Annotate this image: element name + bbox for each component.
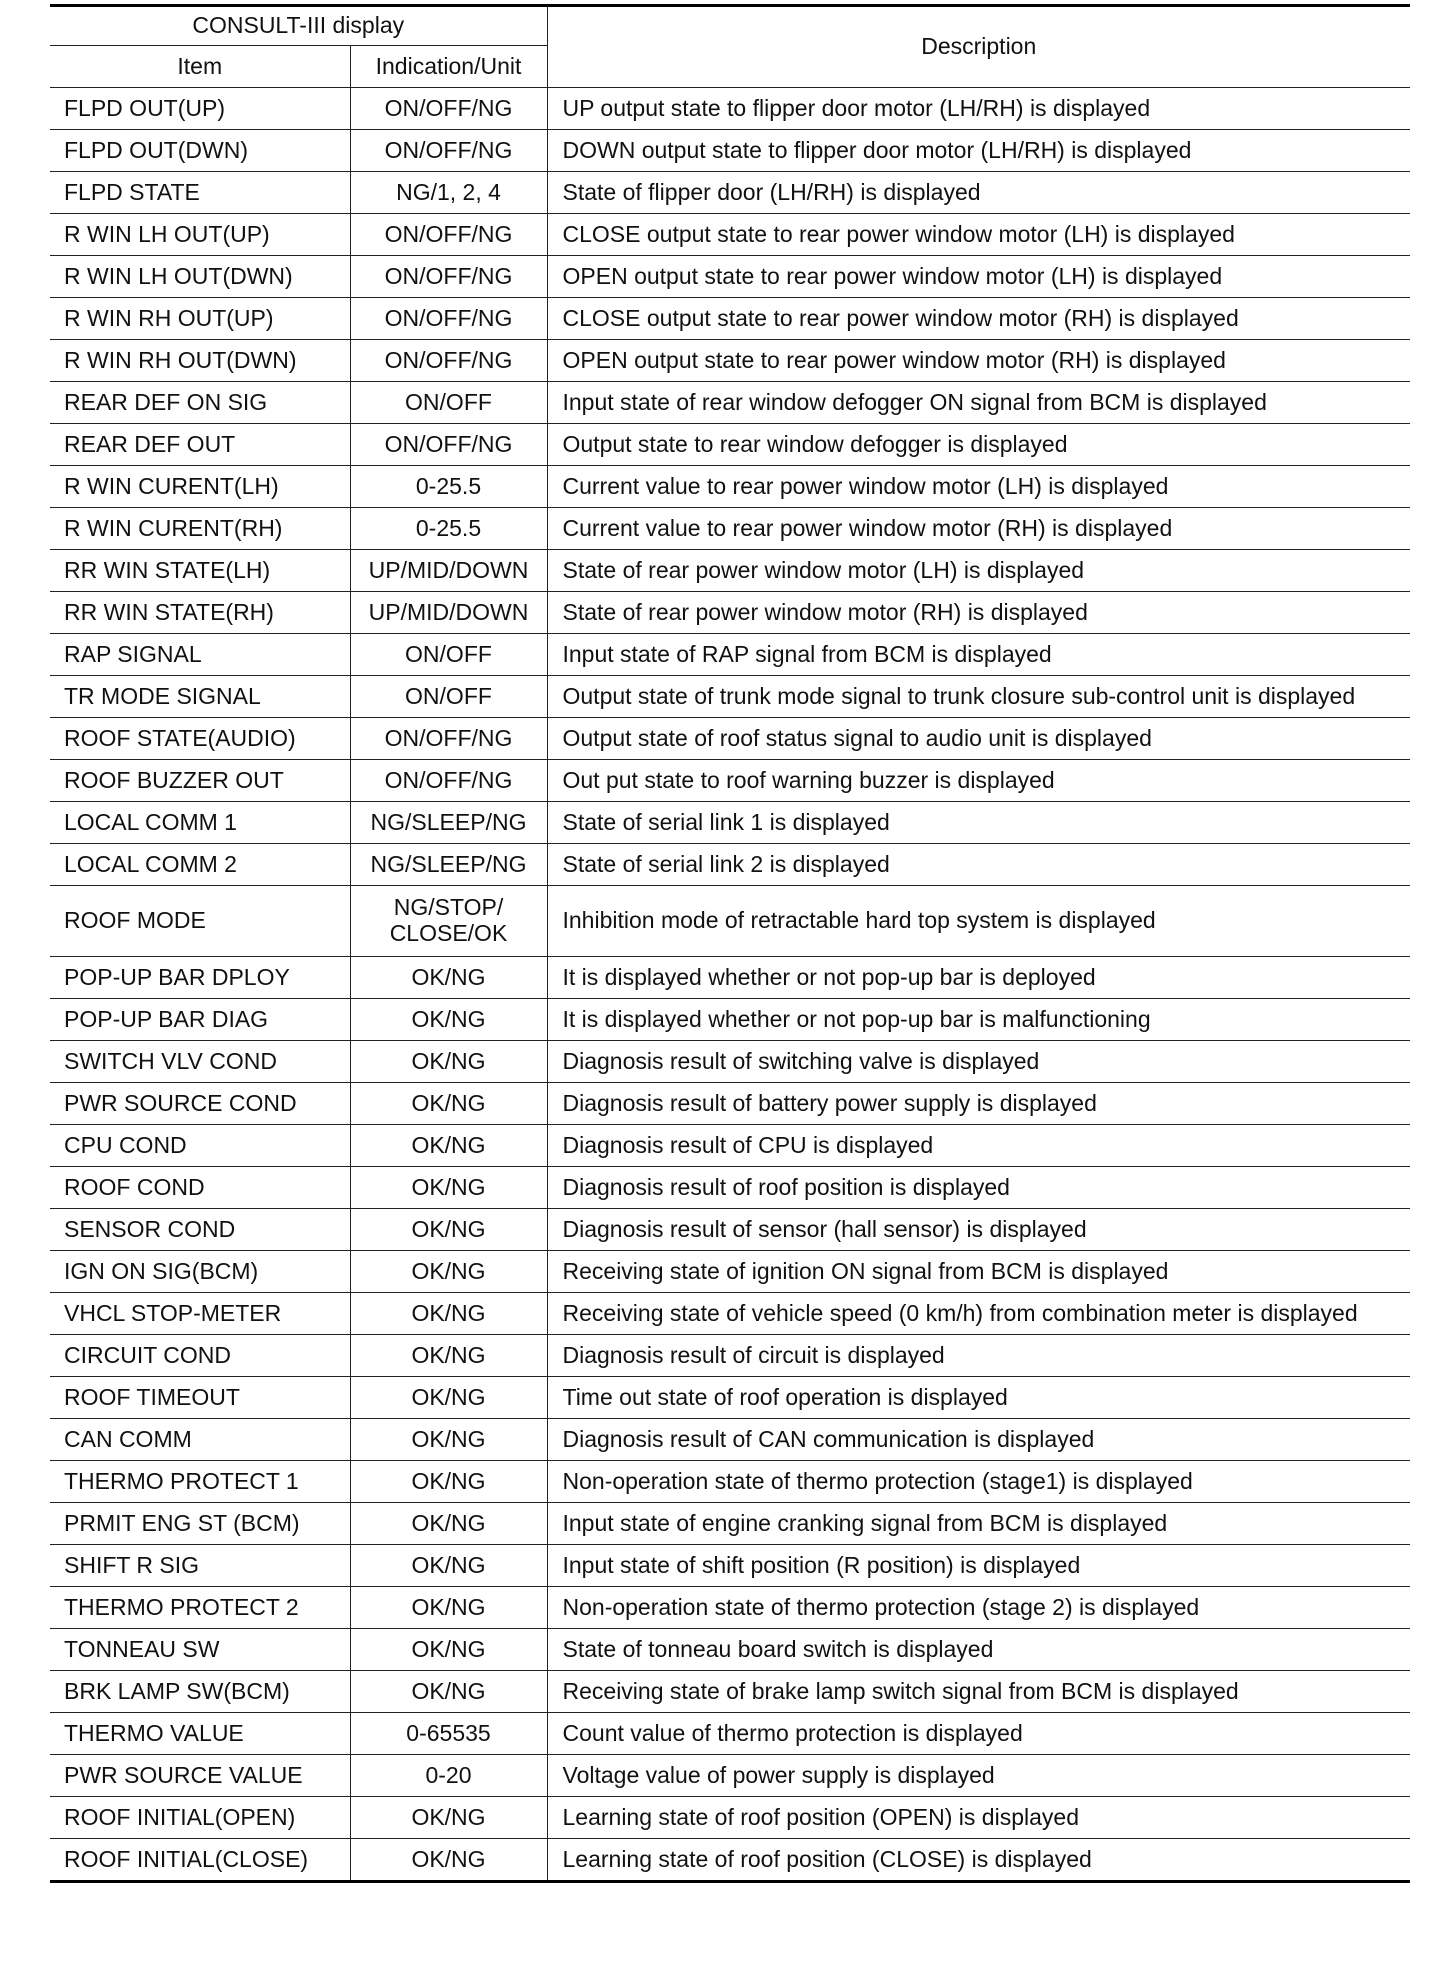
table-row bbox=[50, 1251, 1410, 1293]
item-cell: POP-UP BAR DPLOY bbox=[50, 957, 350, 999]
table-row bbox=[50, 424, 1410, 466]
indication-unit-cell: 0-20 bbox=[350, 1755, 547, 1797]
description-cell: State of rear power window motor (RH) is displayed bbox=[547, 592, 1410, 634]
indication-unit-cell: OK/NG bbox=[350, 1839, 547, 1882]
item-cell: PRMIT ENG ST (BCM) bbox=[50, 1503, 350, 1545]
description-cell: It is displayed whether or not pop-up bar is malfunctioning bbox=[547, 999, 1410, 1041]
table-row bbox=[50, 760, 1410, 802]
description-cell: Inhibition mode of retractable hard top system is displayed bbox=[547, 886, 1410, 957]
item-cell: R WIN CURENT(RH) bbox=[50, 508, 350, 550]
item-cell: POP-UP BAR DIAG bbox=[50, 999, 350, 1041]
indication-unit-cell: ON/OFF bbox=[350, 382, 547, 424]
indication-unit-cell: OK/NG bbox=[350, 1251, 547, 1293]
item-cell: R WIN LH OUT(UP) bbox=[50, 214, 350, 256]
table-row bbox=[50, 1209, 1410, 1251]
indication-unit-cell: ON/OFF/NG bbox=[350, 760, 547, 802]
table-row bbox=[50, 1083, 1410, 1125]
table-row bbox=[50, 844, 1410, 886]
item-cell: FLPD OUT(UP) bbox=[50, 88, 350, 130]
table-row bbox=[50, 340, 1410, 382]
indication-unit-cell: OK/NG bbox=[350, 1293, 547, 1335]
item-cell: RR WIN STATE(RH) bbox=[50, 592, 350, 634]
table-row bbox=[50, 1755, 1410, 1797]
item-cell: ROOF TIMEOUT bbox=[50, 1377, 350, 1419]
table-row bbox=[50, 592, 1410, 634]
indication-unit-cell: OK/NG bbox=[350, 957, 547, 999]
item-cell: THERMO PROTECT 1 bbox=[50, 1461, 350, 1503]
table-row bbox=[50, 1839, 1410, 1882]
table-row bbox=[50, 1125, 1410, 1167]
header-item: Item bbox=[50, 46, 350, 88]
description-cell: Out put state to roof warning buzzer is displayed bbox=[547, 760, 1410, 802]
item-cell: TR MODE SIGNAL bbox=[50, 676, 350, 718]
item-cell: R WIN RH OUT(UP) bbox=[50, 298, 350, 340]
item-cell: ROOF INITIAL(CLOSE) bbox=[50, 1839, 350, 1882]
indication-unit-cell: OK/NG bbox=[350, 1335, 547, 1377]
table-row bbox=[50, 957, 1410, 999]
indication-unit-cell: OK/NG bbox=[350, 1419, 547, 1461]
table-row bbox=[50, 88, 1410, 130]
item-cell: ROOF INITIAL(OPEN) bbox=[50, 1797, 350, 1839]
item-cell: RR WIN STATE(LH) bbox=[50, 550, 350, 592]
table-row bbox=[50, 172, 1410, 214]
item-cell: IGN ON SIG(BCM) bbox=[50, 1251, 350, 1293]
table-row bbox=[50, 1335, 1410, 1377]
header-description: Description bbox=[547, 6, 1410, 88]
indication-unit-cell: OK/NG bbox=[350, 1503, 547, 1545]
item-cell: SHIFT R SIG bbox=[50, 1545, 350, 1587]
description-cell: Voltage value of power supply is displayed bbox=[547, 1755, 1410, 1797]
table-row bbox=[50, 718, 1410, 760]
table-row bbox=[50, 999, 1410, 1041]
item-cell: ROOF BUZZER OUT bbox=[50, 760, 350, 802]
indication-unit-cell: OK/NG bbox=[350, 1587, 547, 1629]
table-row bbox=[50, 1503, 1410, 1545]
item-cell: PWR SOURCE COND bbox=[50, 1083, 350, 1125]
indication-unit-cell: NG/1, 2, 4 bbox=[350, 172, 547, 214]
indication-unit-cell: ON/OFF bbox=[350, 676, 547, 718]
table-row bbox=[50, 1629, 1410, 1671]
table-row bbox=[50, 1167, 1410, 1209]
table-row bbox=[50, 466, 1410, 508]
description-cell: Diagnosis result of CAN communication is displayed bbox=[547, 1419, 1410, 1461]
table-row bbox=[50, 1377, 1410, 1419]
indication-unit-cell: UP/MID/DOWN bbox=[350, 592, 547, 634]
indication-unit-cell: OK/NG bbox=[350, 1629, 547, 1671]
description-cell: Learning state of roof position (OPEN) is displayed bbox=[547, 1797, 1410, 1839]
description-cell: Non-operation state of thermo protection (stage1) is displayed bbox=[547, 1461, 1410, 1503]
indication-unit-cell: 0-25.5 bbox=[350, 508, 547, 550]
table-row bbox=[50, 634, 1410, 676]
item-cell: ROOF MODE bbox=[50, 886, 350, 957]
indication-unit-cell: NG/SLEEP/NG bbox=[350, 802, 547, 844]
indication-unit-cell: 0-65535 bbox=[350, 1713, 547, 1755]
table-row bbox=[50, 1797, 1410, 1839]
description-cell: Non-operation state of thermo protection (stage 2) is displayed bbox=[547, 1587, 1410, 1629]
table-row bbox=[50, 802, 1410, 844]
item-cell: ROOF COND bbox=[50, 1167, 350, 1209]
item-cell: SENSOR COND bbox=[50, 1209, 350, 1251]
indication-unit-cell: ON/OFF/NG bbox=[350, 298, 547, 340]
item-cell: CAN COMM bbox=[50, 1419, 350, 1461]
description-cell: Input state of rear window defogger ON signal from BCM is displayed bbox=[547, 382, 1410, 424]
item-cell: BRK LAMP SW(BCM) bbox=[50, 1671, 350, 1713]
description-cell: Receiving state of ignition ON signal from BCM is displayed bbox=[547, 1251, 1410, 1293]
description-cell: Diagnosis result of circuit is displayed bbox=[547, 1335, 1410, 1377]
indication-unit-cell: ON/OFF/NG bbox=[350, 130, 547, 172]
description-cell: Input state of engine cranking signal from BCM is displayed bbox=[547, 1503, 1410, 1545]
description-cell: Receiving state of brake lamp switch signal from BCM is displayed bbox=[547, 1671, 1410, 1713]
description-cell: UP output state to flipper door motor (LH/RH) is displayed bbox=[547, 88, 1410, 130]
item-cell: FLPD OUT(DWN) bbox=[50, 130, 350, 172]
description-cell: Time out state of roof operation is displayed bbox=[547, 1377, 1410, 1419]
description-cell: Count value of thermo protection is displayed bbox=[547, 1713, 1410, 1755]
item-cell: PWR SOURCE VALUE bbox=[50, 1755, 350, 1797]
table-row bbox=[50, 130, 1410, 172]
item-cell: VHCL STOP-METER bbox=[50, 1293, 350, 1335]
indication-unit-cell: OK/NG bbox=[350, 1671, 547, 1713]
indication-unit-cell: OK/NG bbox=[350, 1797, 547, 1839]
table-body bbox=[50, 88, 1410, 1882]
item-cell: RAP SIGNAL bbox=[50, 634, 350, 676]
indication-unit-cell: ON/OFF/NG bbox=[350, 214, 547, 256]
item-cell: TONNEAU SW bbox=[50, 1629, 350, 1671]
description-cell: State of rear power window motor (LH) is displayed bbox=[547, 550, 1410, 592]
indication-unit-cell: OK/NG bbox=[350, 999, 547, 1041]
table-row bbox=[50, 382, 1410, 424]
description-cell: State of serial link 1 is displayed bbox=[547, 802, 1410, 844]
table-row bbox=[50, 1293, 1410, 1335]
indication-unit-cell: ON/OFF/NG bbox=[350, 256, 547, 298]
description-cell: OPEN output state to rear power window motor (RH) is displayed bbox=[547, 340, 1410, 382]
indication-unit-cell: OK/NG bbox=[350, 1545, 547, 1587]
item-cell: R WIN LH OUT(DWN) bbox=[50, 256, 350, 298]
indication-unit-cell: OK/NG bbox=[350, 1125, 547, 1167]
table-row bbox=[50, 256, 1410, 298]
indication-unit-cell: OK/NG bbox=[350, 1461, 547, 1503]
indication-unit-cell: ON/OFF bbox=[350, 634, 547, 676]
description-cell: Current value to rear power window motor (LH) is displayed bbox=[547, 466, 1410, 508]
item-cell: R WIN CURENT(LH) bbox=[50, 466, 350, 508]
item-cell: THERMO PROTECT 2 bbox=[50, 1587, 350, 1629]
indication-unit-cell: NG/STOP/ CLOSE/OK bbox=[350, 886, 547, 957]
item-cell: ROOF STATE(AUDIO) bbox=[50, 718, 350, 760]
indication-unit-cell: OK/NG bbox=[350, 1209, 547, 1251]
description-cell: Receiving state of vehicle speed (0 km/h) from combination meter is displayed bbox=[547, 1293, 1410, 1335]
indication-unit-cell: ON/OFF/NG bbox=[350, 88, 547, 130]
description-cell: DOWN output state to flipper door motor (LH/RH) is displayed bbox=[547, 130, 1410, 172]
description-cell: Output state of roof status signal to audio unit is displayed bbox=[547, 718, 1410, 760]
table-header bbox=[50, 6, 1410, 88]
item-cell: CIRCUIT COND bbox=[50, 1335, 350, 1377]
item-cell: REAR DEF OUT bbox=[50, 424, 350, 466]
description-cell: Diagnosis result of sensor (hall sensor) is displayed bbox=[547, 1209, 1410, 1251]
table-row bbox=[50, 886, 1410, 957]
table-row bbox=[50, 214, 1410, 256]
item-cell: THERMO VALUE bbox=[50, 1713, 350, 1755]
header-consult-display: CONSULT-III display bbox=[50, 6, 547, 46]
description-cell: Current value to rear power window motor (RH) is displayed bbox=[547, 508, 1410, 550]
table-row bbox=[50, 1419, 1410, 1461]
indication-unit-cell: OK/NG bbox=[350, 1083, 547, 1125]
description-cell: OPEN output state to rear power window motor (LH) is displayed bbox=[547, 256, 1410, 298]
description-cell: CLOSE output state to rear power window motor (RH) is displayed bbox=[547, 298, 1410, 340]
item-cell: FLPD STATE bbox=[50, 172, 350, 214]
indication-unit-cell: OK/NG bbox=[350, 1041, 547, 1083]
item-cell: SWITCH VLV COND bbox=[50, 1041, 350, 1083]
item-cell: REAR DEF ON SIG bbox=[50, 382, 350, 424]
description-cell: Diagnosis result of CPU is displayed bbox=[547, 1125, 1410, 1167]
description-cell: Input state of shift position (R position) is displayed bbox=[547, 1545, 1410, 1587]
table-row bbox=[50, 1545, 1410, 1587]
table-row bbox=[50, 676, 1410, 718]
table-row bbox=[50, 1461, 1410, 1503]
consult-data-monitor-table bbox=[50, 4, 1410, 1883]
description-cell: CLOSE output state to rear power window motor (LH) is displayed bbox=[547, 214, 1410, 256]
table-row bbox=[50, 298, 1410, 340]
table-row bbox=[50, 508, 1410, 550]
description-cell: Diagnosis result of switching valve is displayed bbox=[547, 1041, 1410, 1083]
indication-unit-cell: NG/SLEEP/NG bbox=[350, 844, 547, 886]
indication-unit-cell: ON/OFF/NG bbox=[350, 424, 547, 466]
indication-unit-cell: UP/MID/DOWN bbox=[350, 550, 547, 592]
indication-unit-cell: OK/NG bbox=[350, 1167, 547, 1209]
header-row-group bbox=[50, 6, 1410, 46]
header-indication-unit: Indication/Unit bbox=[350, 46, 547, 88]
table-row bbox=[50, 550, 1410, 592]
description-cell: Input state of RAP signal from BCM is displayed bbox=[547, 634, 1410, 676]
item-cell: LOCAL COMM 2 bbox=[50, 844, 350, 886]
description-cell: Diagnosis result of roof position is displayed bbox=[547, 1167, 1410, 1209]
item-cell: LOCAL COMM 1 bbox=[50, 802, 350, 844]
table-row bbox=[50, 1713, 1410, 1755]
description-cell: Learning state of roof position (CLOSE) is displayed bbox=[547, 1839, 1410, 1882]
item-cell: R WIN RH OUT(DWN) bbox=[50, 340, 350, 382]
table-row bbox=[50, 1041, 1410, 1083]
description-cell: Output state to rear window defogger is displayed bbox=[547, 424, 1410, 466]
table-row bbox=[50, 1587, 1410, 1629]
indication-unit-cell: OK/NG bbox=[350, 1377, 547, 1419]
item-cell: CPU COND bbox=[50, 1125, 350, 1167]
description-cell: State of serial link 2 is displayed bbox=[547, 844, 1410, 886]
indication-unit-cell: ON/OFF/NG bbox=[350, 340, 547, 382]
description-cell: State of tonneau board switch is displayed bbox=[547, 1629, 1410, 1671]
description-cell: Output state of trunk mode signal to trunk closure sub-control unit is displayed bbox=[547, 676, 1410, 718]
description-cell: Diagnosis result of battery power supply is displayed bbox=[547, 1083, 1410, 1125]
description-cell: It is displayed whether or not pop-up bar is deployed bbox=[547, 957, 1410, 999]
description-cell: State of flipper door (LH/RH) is displayed bbox=[547, 172, 1410, 214]
indication-unit-cell: 0-25.5 bbox=[350, 466, 547, 508]
table-row bbox=[50, 1671, 1410, 1713]
indication-unit-cell: ON/OFF/NG bbox=[350, 718, 547, 760]
